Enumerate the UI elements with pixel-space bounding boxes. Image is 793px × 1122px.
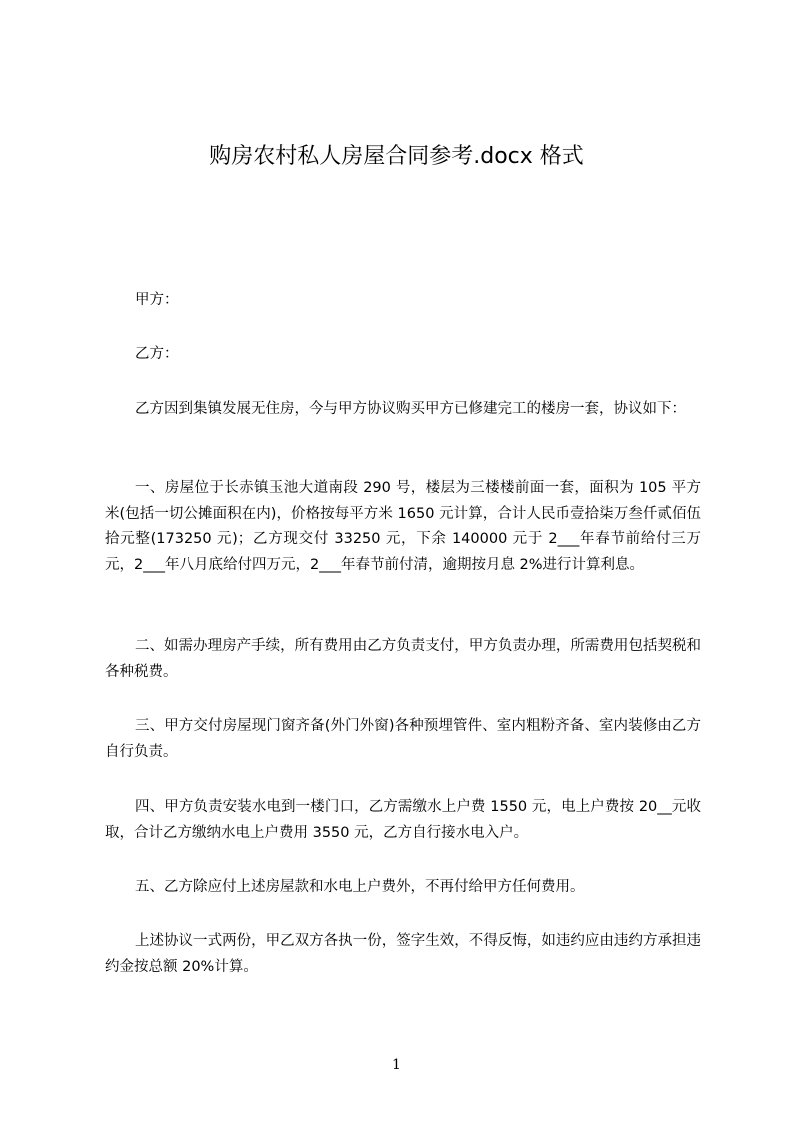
clause-2-paragraph: 二、如需办理房产手续，所有费用由乙方负责支付，甲方负责办理，所需费用包括契税和各种税费。 xyxy=(105,638,701,680)
party-b-label: 乙方： xyxy=(135,346,179,362)
intro-paragraph: 乙方因到集镇发展无住房，今与甲方协议购买甲方已修建完工的楼房一套，协议如下： xyxy=(135,401,686,417)
clause-5-paragraph: 五、乙方除应付上述房屋款和水电上户费外，不再付给甲方任何费用。 xyxy=(135,879,585,895)
page-number: 1 xyxy=(392,1057,401,1073)
clause-3-paragraph: 三、甲方交付房屋现门窗齐备(外门外窗)各种预埋管件、室内粗粉齐备、室内装修由乙方自行负责。 xyxy=(105,718,701,760)
closing-paragraph: 上述协议一式两份，甲乙双方各执一份，签字生效，不得反悔，如违约应由违约方承担违约金按总额 20%计算。 xyxy=(105,933,701,975)
party-a-label: 甲方： xyxy=(135,292,179,308)
document-title: 购房农村私人房屋合同参考.docx 格式 xyxy=(209,144,584,169)
clause-1-paragraph: 一、房屋位于长赤镇玉池大道南段 290 号，楼层为三楼楼前面一套，面积为 105 平方米(包括一切公摊面积在内)，价格按每平方米 1650 元计算，合计人民币壹拾柒万叁仟贰佰伍拾元整(173250 元)；乙方现交付 33250 元，下余 140000 元于 2___年春节前给付三万元，2___年八月底给付四万元，2___年春节前付清，逾期按月息 2%进行计算利息。 xyxy=(105,480,701,573)
clause-4-paragraph: 四、甲方负责安装水电到一楼门口，乙方需缴水上户费 1550 元，电上户费按 20__元收取，合计乙方缴纳水电上户费用 3550 元，乙方自行接水电入户。 xyxy=(105,799,701,841)
